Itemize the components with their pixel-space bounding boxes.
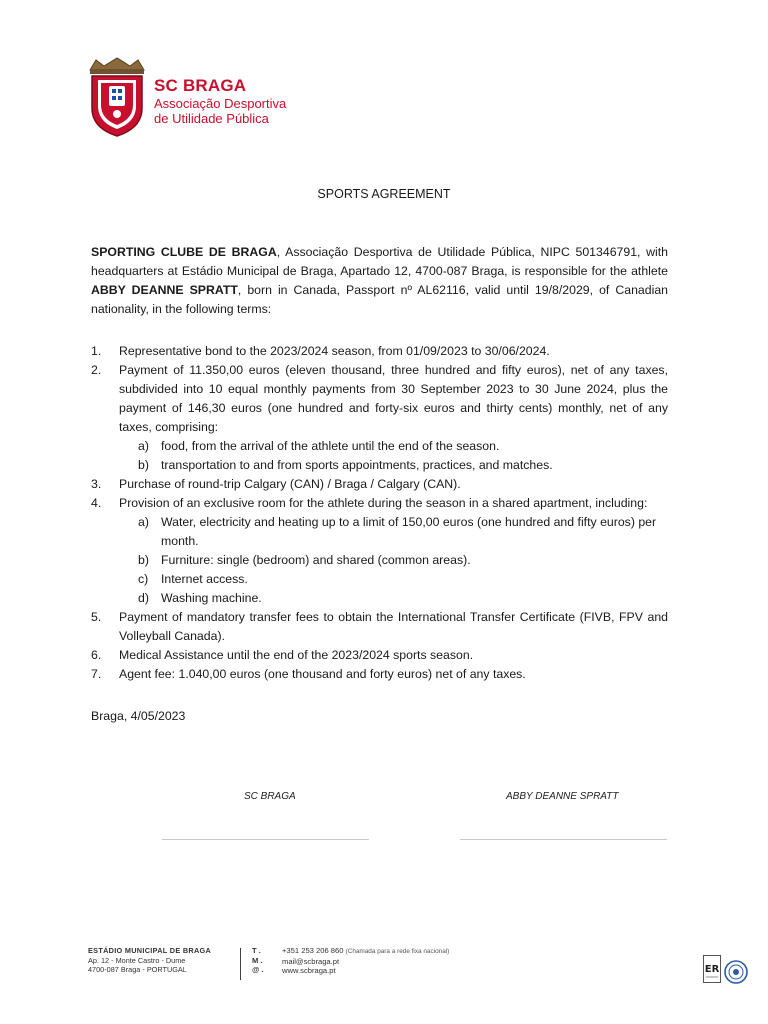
term-item <box>91 494 668 608</box>
club-subtitle-line2: de Utilidade Pública <box>154 111 269 126</box>
signature-label-club: SC BRAGA <box>244 791 296 802</box>
intro-text2: , born in Canada, Passport nº AL62116, valid until 19/8/2029, of Canadian nationality, in the following terms: <box>91 283 669 316</box>
document-title: SPORTS AGREEMENT <box>317 187 451 201</box>
subitem-text: Internet access. <box>161 572 248 586</box>
term-subitem <box>133 570 668 589</box>
footer-website[interactable]: www.scbraga.pt <box>282 966 336 976</box>
term-sublist <box>119 513 668 608</box>
footer-key-web: @ . <box>252 965 264 975</box>
subitem-text: Water, electricity and heating up to a limit of 150,00 euros (one hundred and fifty euros) per month. <box>161 515 657 548</box>
subitem-letter: d) <box>138 591 149 605</box>
term-subitem <box>133 456 668 475</box>
party1-name: SPORTING CLUBE DE BRAGA <box>91 245 277 259</box>
footer-address <box>88 946 211 975</box>
term-subitem <box>133 513 668 551</box>
signature-label-athlete: ABBY DEANNE SPRATT <box>506 791 619 802</box>
footer-phone-note: (Chamada para a rede fixa nacional) <box>345 948 450 955</box>
term-subitem <box>133 437 668 456</box>
club-brand <box>154 76 286 126</box>
subitem-text: food, from the arrival of the athlete until the end of the season. <box>161 439 500 453</box>
term-item <box>91 608 668 646</box>
term-text: Provision of an exclusive room for the athlete during the season in a shared apartment, including: <box>119 496 648 510</box>
quality-seal-icon <box>724 960 748 989</box>
subitem-letter: c) <box>138 572 149 586</box>
term-number: 1. <box>91 344 102 358</box>
footer-contact-values <box>282 946 449 976</box>
subitem-text: transportation to and from sports appointments, practices, and matches. <box>161 458 553 472</box>
footer-phone: +351 253 206 860 <box>282 946 344 955</box>
term-number: 4. <box>91 496 102 510</box>
term-number: 6. <box>91 648 102 662</box>
term-item <box>91 475 668 494</box>
term-item <box>91 342 668 361</box>
intro-text1: , Associação Desportiva de Utilidade Pública, NIPC 501346791, with headquarters at Estádio Municipal de Braga, Apartado 12, 4700-087 Braga, is responsible for the athlete <box>91 245 669 278</box>
term-text: Representative bond to the 2023/2024 season, from 01/09/2023 to 30/06/2024. <box>119 344 550 358</box>
subitem-letter: a) <box>138 439 149 453</box>
subitem-text: Furniture: single (bedroom) and shared (common areas). <box>161 553 471 567</box>
term-text: Payment of 11.350,00 euros (eleven thousand, three hundred and fifty euros), net of any taxes, subdivided into 10 equal monthly payments from 30 September 2023 to 30 June 2024, plus the payment of 146,30 euros (one hundred and forty-six euros and thirty cents) monthly, net of any taxes, comprising: <box>119 363 668 434</box>
term-number: 7. <box>91 667 102 681</box>
er-certification-icon <box>703 955 721 988</box>
term-item <box>91 361 668 475</box>
subitem-letter: b) <box>138 553 149 567</box>
footer-phone-row <box>282 946 449 957</box>
footer-divider <box>240 948 241 980</box>
club-name: SC BRAGA <box>154 76 247 95</box>
term-number: 5. <box>91 610 102 624</box>
footer-address-line2: 4700-087 Braga - PORTUGAL <box>88 965 187 975</box>
footer-email[interactable]: mail@scbraga.pt <box>282 956 340 966</box>
document-body <box>91 243 668 726</box>
svg-text:ER: ER <box>704 964 720 975</box>
term-text: Agent fee: 1.040,00 euros (one thousand and forty euros) net of any taxes. <box>119 667 526 681</box>
club-subtitle-line1: Associação Desportiva <box>154 96 287 111</box>
term-subitem <box>133 551 668 570</box>
footer-contact-keys <box>252 946 264 975</box>
footer-address-line1: Ap. 12 - Monte Castro - Dume <box>88 955 186 965</box>
term-text: Medical Assistance until the end of the 2023/2024 sports season. <box>119 648 474 662</box>
term-sublist <box>119 437 668 475</box>
footer-key-phone: T . <box>252 946 261 955</box>
subitem-letter: a) <box>138 515 149 529</box>
sc-braga-crest-icon <box>84 56 150 138</box>
signature-line-athlete <box>460 839 667 840</box>
place-date: Braga, 4/05/2023 <box>91 709 186 723</box>
term-subitem <box>133 589 668 608</box>
intro-paragraph <box>91 243 668 319</box>
term-item <box>91 646 668 665</box>
term-text: Purchase of round-trip Calgary (CAN) / Braga / Calgary (CAN). <box>119 477 461 491</box>
term-number: 2. <box>91 363 102 377</box>
party2-name: ABBY DEANNE SPRATT <box>91 283 238 297</box>
subitem-letter: b) <box>138 458 149 472</box>
term-text: Payment of mandatory transfer fees to obtain the International Transfer Certificate (FIVB, FPV and Volleyball Canada). <box>119 610 668 643</box>
footer-key-mail: M . <box>252 955 263 965</box>
signature-line-club <box>162 839 369 840</box>
term-number: 3. <box>91 477 102 491</box>
term-item <box>91 665 668 684</box>
terms-list <box>91 342 668 684</box>
footer-stadium: ESTÁDIO MUNICIPAL DE BRAGA <box>88 946 212 955</box>
subitem-text: Washing machine. <box>161 591 262 605</box>
